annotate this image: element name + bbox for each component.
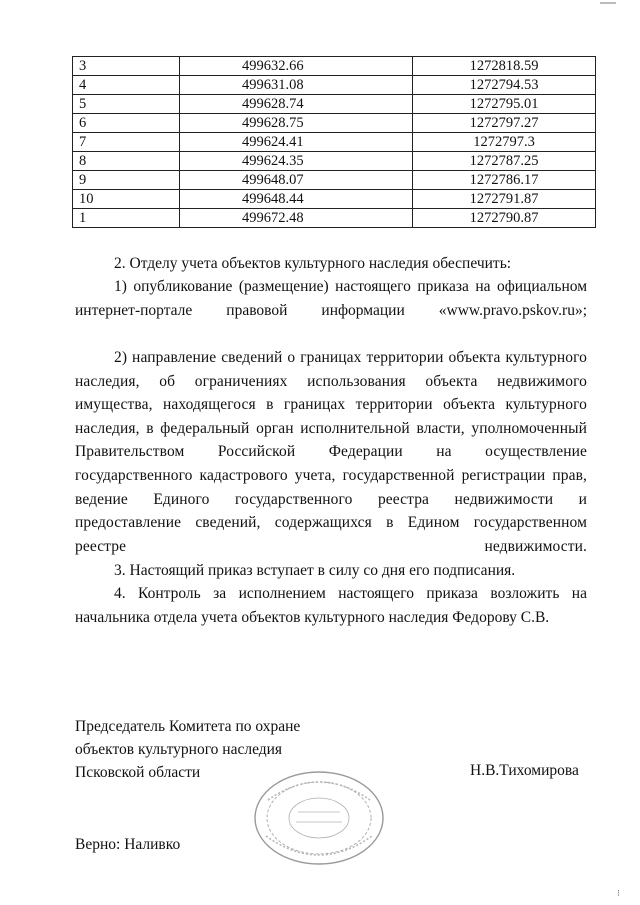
point-number-cell: 9 [73,171,180,190]
x-coordinate-cell: 499624.35 [180,152,413,171]
table-row [73,57,596,76]
signature-title-line-2: объектов культурного наследия [75,741,283,758]
y-coordinate-cell: 1272790.87 [413,209,596,228]
signature-title-line-1: Председатель Комитета по охране [75,718,301,735]
x-coordinate-cell: 499672.48 [180,209,413,228]
x-coordinate-cell: 499628.75 [180,114,413,133]
official-seal-stamp [248,770,390,870]
paragraph-3: 3. Настоящий приказ вступает в силу со дня его подписания. [114,562,516,579]
point-number-cell: 6 [73,114,180,133]
signatory-name: Н.В.Тихомирова [470,762,579,779]
scan-speck [600,2,616,4]
point-number-cell: 7 [73,133,180,152]
table-row [73,95,596,114]
paragraph-4: 4. Контроль за исполнением настоящего приказа возложить на начальника отдела учета объектов культурного наследия Федорову С.В. [75,585,587,626]
x-coordinate-cell: 499631.08 [180,76,413,95]
y-coordinate-cell: 1272797.3 [413,133,596,152]
y-coordinate-cell: 1272791.87 [413,190,596,209]
table-row [73,171,596,190]
y-coordinate-cell: 1272797.27 [413,114,596,133]
y-coordinate-cell: 1272794.53 [413,76,596,95]
signature-title-line-3: Псковской области [75,764,201,781]
point-number-cell: 3 [73,57,180,76]
paragraph-2-item-2: 2) направление сведений о границах территории объекта культурного наследия, об ограничениях использования объекта недвижимого имущества, находящегося в границах территории объекта культурного наследия, в федеральный орган исполнительной власти, уполномоченный Правительством Российской Федерации на осуществление государственного кадастрового учета, государственной регистрации прав, ведение Единого государственного реестра недвижимости и предоставление сведений, содержащихся в Едином государственном реестре недвижимости. [75,349,587,555]
point-number-cell: 1 [73,209,180,228]
point-number-cell: 4 [73,76,180,95]
page-corner-mark: ⁝ [617,888,620,898]
x-coordinate-cell: 499648.44 [180,190,413,209]
paragraph-2-heading: 2. Отделу учета объектов культурного наследия обеспечить: [114,255,512,272]
point-number-cell: 10 [73,190,180,209]
point-number-cell: 8 [73,152,180,171]
table-row [73,114,596,133]
table-row [73,190,596,209]
x-coordinate-cell: 499624.41 [180,133,413,152]
table-row [73,76,596,95]
paragraph-2-item-1: 1) опубликование (размещение) настоящего приказа на официальном интернет-портале правовой информации «www.pravo.pskov.ru»; [75,278,587,319]
certified-true-note: Верно: Наливко [75,836,181,853]
y-coordinate-cell: 1272786.17 [413,171,596,190]
y-coordinate-cell: 1272818.59 [413,57,596,76]
x-coordinate-cell: 499632.66 [180,57,413,76]
x-coordinate-cell: 499628.74 [180,95,413,114]
table-row [73,209,596,228]
y-coordinate-cell: 1272787.25 [413,152,596,171]
table-row [73,152,596,171]
coordinates-table [72,56,596,228]
table-row [73,133,596,152]
y-coordinate-cell: 1272795.01 [413,95,596,114]
x-coordinate-cell: 499648.07 [180,171,413,190]
point-number-cell: 5 [73,95,180,114]
